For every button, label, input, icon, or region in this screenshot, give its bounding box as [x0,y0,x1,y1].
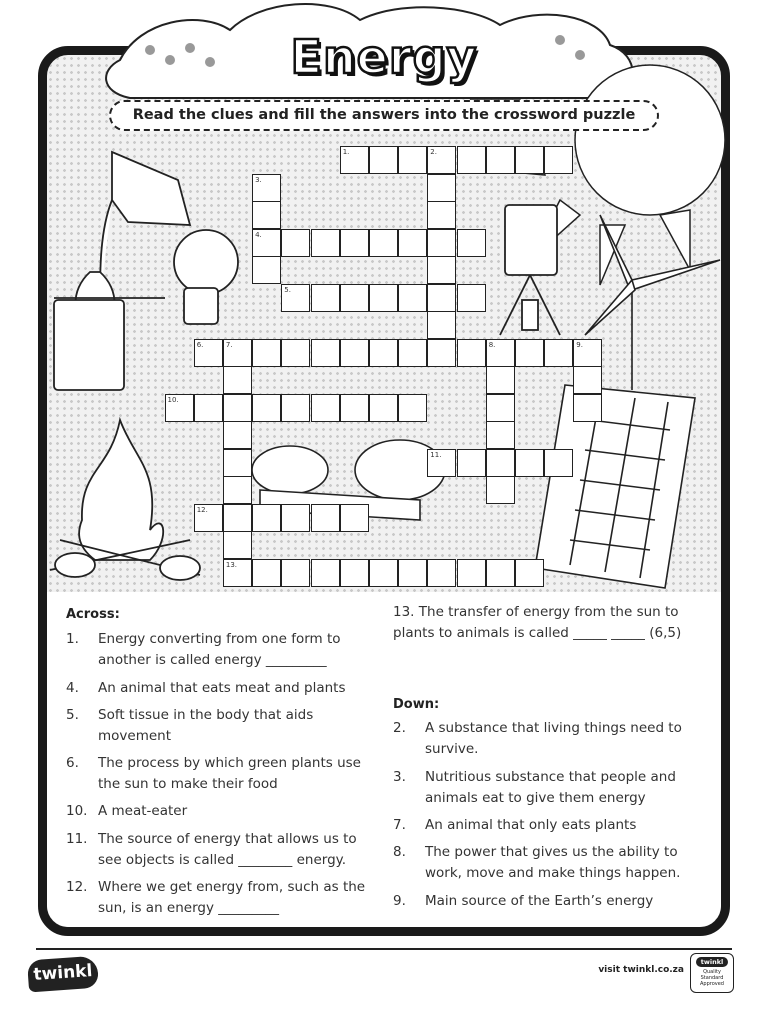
crossword-cell[interactable] [311,504,340,532]
crossword-cell[interactable] [252,339,281,367]
crossword-cell[interactable] [281,229,310,257]
clue-text: Where we get energy from, such as the sun, is an energy _________ [98,879,366,916]
crossword-cell[interactable] [369,146,398,174]
crossword-cell[interactable] [427,284,456,312]
crossword-cell[interactable] [427,559,456,587]
clue-text: Main source of the Earth’s energy [425,893,654,909]
crossword-cell[interactable] [427,311,456,339]
crossword-cell[interactable] [544,339,573,367]
clue-text: Nutritious substance that people and animals eat to give them energy [425,769,676,806]
crossword-cell[interactable] [223,449,252,477]
crossword-cell[interactable] [427,146,456,174]
crossword-cell[interactable] [252,174,281,202]
crossword-cell[interactable] [427,339,456,367]
crossword-cell[interactable] [369,394,398,422]
twinkl-logo: twinkl [27,956,99,993]
crossword-cell[interactable] [252,256,281,284]
clue-text: An animal that eats meat and plants [98,680,346,696]
cell-number: 2. [430,148,437,156]
crossword-cell[interactable] [194,339,223,367]
cell-number: 5. [284,285,291,294]
crossword-cell[interactable] [311,394,340,422]
crossword-cell[interactable] [486,146,515,174]
crossword-cell[interactable] [486,339,515,367]
crossword-cell[interactable] [223,339,252,367]
clue-number: 9. [393,893,406,909]
crossword-cell[interactable] [369,229,398,257]
clue-number: 12. [66,879,88,895]
crossword-cell[interactable] [398,339,427,367]
crossword-cell[interactable] [223,531,252,559]
crossword-cell[interactable] [281,339,310,367]
crossword-cell[interactable] [486,559,515,587]
crossword-cell[interactable] [340,559,369,587]
across-heading: Across: [66,607,120,622]
footer-divider [36,948,732,950]
cell-number: 11. [430,450,442,459]
crossword-cell[interactable] [486,366,515,394]
crossword-cell[interactable] [340,284,369,312]
crossword-cell[interactable] [427,201,456,229]
cell-number: 6. [196,340,204,349]
clue-text: The process by which green plants use the sun to make their food [98,755,361,792]
crossword-cell[interactable] [311,229,340,257]
crossword-cell[interactable] [457,229,486,257]
crossword-cell[interactable] [223,559,252,587]
quality-badge [690,953,734,993]
crossword-cell[interactable] [515,559,544,587]
crossword-cell[interactable] [223,421,252,449]
crossword-cell[interactable] [573,339,602,367]
cell-number: 7. [225,340,233,349]
crossword-cell[interactable] [457,449,486,477]
cell-number: 12. [196,505,208,514]
cell-number: 10. [167,395,179,404]
crossword-cell[interactable] [486,476,515,504]
clue-text: A meat-eater [98,803,188,819]
page-title: Energy [290,30,478,84]
crossword-cell[interactable] [544,449,573,477]
title-wrap [0,30,768,84]
crossword-cell[interactable] [486,421,515,449]
crossword-cell[interactable] [398,146,427,174]
crossword-cell[interactable] [311,284,340,312]
light-bulb-art [174,230,238,324]
crossword-cell[interactable] [340,394,369,422]
beaker-art [500,205,560,335]
clue-number: 1. [66,631,79,647]
crossword-cell[interactable] [515,339,544,367]
clue-text: Soft tissue in the body that aids movement [98,707,314,744]
crossword-cell[interactable] [281,559,310,587]
crossword-cell[interactable] [457,559,486,587]
crossword-cell[interactable] [252,201,281,229]
clue-number: 6. [66,755,79,771]
crossword-cell[interactable] [427,229,456,257]
clue-text: A substance that living things need to survive. [425,720,682,757]
clue-number: 2. [393,720,406,736]
crossword-cell[interactable] [573,366,602,394]
crossword-cell[interactable] [398,394,427,422]
crossword-cell[interactable] [311,559,340,587]
clue-number: 7. [393,817,406,833]
crossword-cell[interactable] [281,394,310,422]
instruction-banner: Read the clues and fill the answers into the crossword puzzle [109,100,659,131]
clue-number: 3. [393,769,406,785]
crossword-cell[interactable] [398,559,427,587]
clue-number: 8. [393,844,406,860]
solar-panel-art [535,385,695,588]
clue-text: The power that gives us the ability to work, move and make things happen. [425,844,681,881]
crossword-cell[interactable] [515,449,544,477]
crossword-cell[interactable] [486,394,515,422]
crossword-cell[interactable] [194,394,223,422]
clue-text: An animal that only eats plants [425,817,637,833]
visit-link[interactable]: visit twinkl.co.za [598,965,684,975]
crossword-cell[interactable] [252,504,281,532]
clue-number: 5. [66,707,79,723]
crossword-cell[interactable] [544,146,573,174]
cell-number: 3. [255,175,262,184]
crossword-cell[interactable] [427,449,456,477]
crossword-cell[interactable] [281,284,310,312]
crossword-cell[interactable] [457,146,486,174]
clue-number: 4. [66,680,79,696]
clue-text [393,602,698,644]
crossword-cell[interactable] [369,559,398,587]
crossword-cell[interactable] [165,394,194,422]
crossword-cell[interactable] [427,174,456,202]
crossword-cell[interactable] [281,504,310,532]
clue-number: 11. [66,831,88,847]
clue-text: Energy converting from one form to another is called energy _________ [98,631,341,668]
crossword-cell[interactable] [223,476,252,504]
crossword-cell[interactable] [340,146,369,174]
cell-number: 13. [225,560,238,569]
crossword-cell[interactable] [369,339,398,367]
clue-text-body: The transfer of energy from the sun to plants to animals is called _____ _____ (6,5) [393,604,682,641]
crossword-cell[interactable] [311,339,340,367]
crossword-cell[interactable] [340,339,369,367]
clue-number: 13. [393,604,415,620]
crossword-cell[interactable] [252,559,281,587]
clue-text: The source of energy that allows us to see objects is called ________ energy. [98,831,357,868]
crossword-cell[interactable] [340,504,369,532]
cell-number: 8. [488,340,496,349]
crossword-cell[interactable] [340,229,369,257]
clue-number: 10. [66,803,88,819]
crossword-cell[interactable] [223,504,252,532]
down-heading: Down: [393,697,440,712]
crossword-cell[interactable] [252,229,281,257]
crossword-cell[interactable] [223,394,252,422]
cell-number: 4. [255,230,262,239]
campfire-art [50,420,200,580]
crossword-cell[interactable] [398,229,427,257]
crossword-cell[interactable] [369,284,398,312]
crossword-cell[interactable] [573,394,602,422]
crossword-cell[interactable] [223,366,252,394]
badge-caption: Quality Standard Approved [700,969,724,987]
cell-number: 1. [342,148,350,156]
crossword-cell[interactable] [515,146,544,174]
crossword-cell[interactable] [398,284,427,312]
crossword-cell[interactable] [457,284,486,312]
badge-logo-text: twinkl [696,957,728,967]
crossword-cell[interactable] [194,504,223,532]
crossword-cell[interactable] [427,256,456,284]
crossword-cell[interactable] [457,339,486,367]
jug-art [54,152,190,390]
crossword-cell[interactable] [252,394,281,422]
crossword-cell[interactable] [486,449,515,477]
cell-number: 9. [576,340,583,349]
